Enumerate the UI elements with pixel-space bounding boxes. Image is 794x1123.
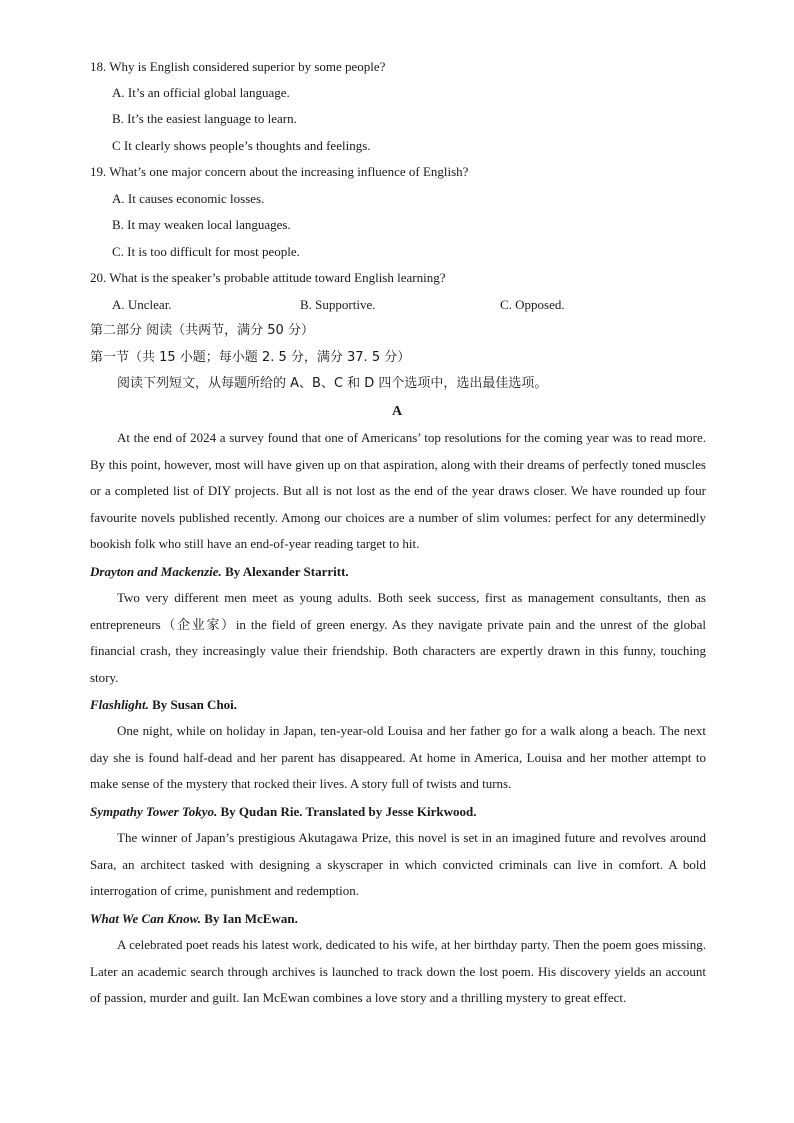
book-description: The winner of Japan’s prestigious Akutagawa Prize, this novel is set in an imagined future and revolves around Sara, an architect tasked with designing a skyscraper in which convicted criminals can live in comfort. A bold interrogation of crime, punishment and redemption. [90,830,706,898]
question-18-option-c: C It clearly shows people’s thoughts and feelings. [112,138,371,153]
question-19-option-b: B. It may weaken local languages. [112,217,291,232]
question-19-option-c: C. It is too difficult for most people. [112,244,300,259]
question-20-option-b: B. Supportive. [300,297,376,312]
question-18-option-b: B. It’s the easiest language to learn. [112,111,297,126]
book-description: Two very different men meet as young adults. Both seek success, first as management consultants, then as entrepreneurs（企业家）in the field of green energy. As they navigate private pain and the unrest of the global financial crash, they increasingly value their friendship. Both characters are expertly drawn in this funny, touching story. [90,590,706,685]
book-byline: By Ian McEwan. [201,911,298,926]
book-title-row [90,696,237,714]
book-description: One night, while on holiday in Japan, ten-year-old Louisa and her father go for a walk along a beach. The next day she is found half-dead and her parent has disappeared. At home in America, Louisa and her mother attempt to make sense of the mystery that rocked their lives. A story full of twists and turns. [90,723,706,791]
question-19-option-a: A. It causes economic losses. [112,191,265,206]
passage-label: A [391,404,403,419]
book-byline: By Qudan Rie. Translated by Jesse Kirkwood. [217,804,477,819]
question-20-option-a: A. Unclear. [112,297,172,312]
book-title-row [90,803,476,821]
question-20-option-c: C. Opposed. [500,297,565,312]
book-byline: By Alexander Starritt. [221,564,349,579]
book-byline: By Susan Choi. [148,697,238,712]
book-title: What We Can Know. [90,911,202,926]
part-title: 第二部分 阅读（共两节，满分 50 分） [90,323,314,338]
question-19-stem: 19. What’s one major concern about the increasing influence of English? [90,164,469,179]
question-18-option-a: A. It’s an official global language. [112,85,290,100]
book-title-row [90,563,349,581]
passage-intro: At the end of 2024 a survey found that one of Americans’ top resolutions for the coming year was to read more. By this point, however, most will have given up on that aspiration, along with their dreams of perfectly toned muscles or a completed list of DIY projects. But all is not lost as the end of the year draws closer. We have rounded up four favourite novels published recently. Among our choices are a number of slim volumes: perfect for any determinedly bookish folk who still have an end-of-year reading target to hit. [90,430,706,551]
book-description: A celebrated poet reads his latest work, dedicated to his wife, at her birthday party. Then the poem goes missing. Later an academic search through archives is launched to track down the lost poem. His discovery yields an account of passion, murder and guilt. Ian McEwan combines a love story and a thrilling mystery to great effect. [90,937,706,1005]
subsection-title: 第一节（共 15 小题；每小题 2. 5 分，满分 37. 5 分） [90,350,411,365]
book-title: Flashlight. [90,697,149,712]
question-20-stem: 20. What is the speaker’s probable attitude toward English learning? [90,270,446,285]
book-title: Drayton and Mackenzie. [90,564,222,579]
book-title: Sympathy Tower Tokyo. [90,804,218,819]
question-18-stem: 18. Why is English considered superior by some people? [90,59,386,74]
instruction: 阅读下列短文，从每题所给的 A、B、C 和 D 四个选项中，选出最佳选项。 [117,376,548,391]
book-title-row [90,910,298,928]
